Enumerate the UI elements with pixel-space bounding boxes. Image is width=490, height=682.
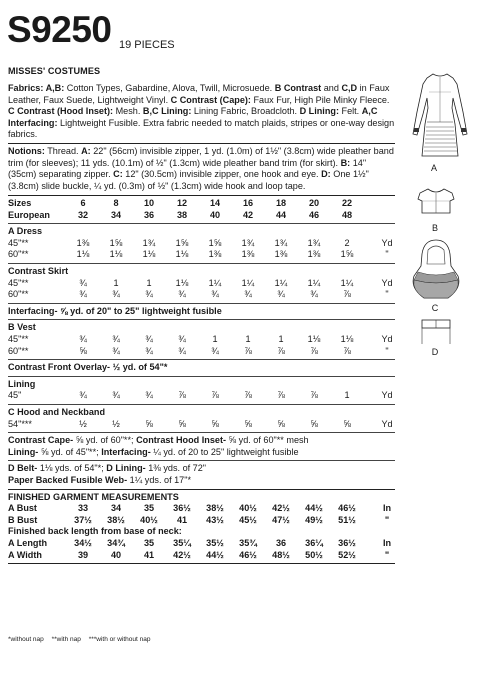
table-cell: 49½ — [305, 514, 323, 525]
table-cell: 1⅛ — [175, 249, 189, 260]
row-label: 45"** — [8, 237, 29, 248]
row-label: European — [8, 209, 50, 220]
table-cell: 33 — [77, 503, 89, 514]
table-row — [8, 289, 395, 301]
table-cell: 1⅜ — [76, 237, 90, 248]
fabrics-paragraph — [8, 83, 395, 140]
finished-measurements-title: FINISHED GARMENT MEASUREMENTS — [8, 491, 179, 502]
divider — [8, 432, 395, 433]
table-cell: ⅞ — [178, 390, 186, 401]
table-cell: 46 — [308, 209, 320, 220]
table-cell: 1¼ — [307, 277, 321, 288]
table-cell: 36¼ — [305, 537, 323, 548]
footnote: *without nap — [8, 636, 44, 643]
table-cell: 42½ — [173, 549, 191, 560]
unit-label: Yd — [381, 334, 393, 344]
table-cell: ¾ — [310, 289, 318, 300]
bold-term: A,C Interfacing: — [8, 106, 378, 128]
text-run: Felt. — [338, 106, 362, 117]
contrast-front-overlay-note: Contrast Front Overlay- ½ yd. of 54"* — [8, 362, 168, 373]
table-cell: ¾ — [178, 334, 186, 344]
hood-section-title: C Hood and Neckband — [8, 406, 106, 417]
belt-note — [8, 463, 395, 475]
table-cell: 36½ — [173, 503, 191, 514]
table-cell: 46½ — [338, 503, 356, 514]
divider — [8, 263, 395, 264]
row-label: 45"** — [8, 334, 29, 344]
pattern-number: S9250 — [7, 9, 112, 50]
table-cell: 36 — [275, 537, 287, 548]
table-cell: 34¾ — [107, 537, 125, 548]
row-label: 54"*** — [8, 418, 32, 429]
lining-section-title: Lining — [8, 378, 36, 389]
text-run: Mesh. — [113, 106, 143, 117]
table-cell: ⅝ — [244, 418, 252, 429]
table-cell: 42 — [242, 209, 254, 220]
table-cell: 1⅜ — [241, 249, 255, 260]
view-d-label: D — [431, 347, 439, 357]
piece-count: 19 PIECES — [119, 39, 175, 51]
pattern-envelope-back — [8, 66, 395, 566]
table-cell: 1⅜ — [208, 249, 222, 260]
back-length-title: Finished back length from base of neck: — [8, 526, 182, 537]
bold-term: B: — [340, 157, 351, 168]
table-cell: 42½ — [272, 503, 290, 514]
table-cell: 35¾ — [239, 537, 257, 548]
bold-term: D Lining: — [299, 106, 339, 117]
bold-term: C,D — [341, 83, 358, 94]
table-cell: ⅞ — [310, 390, 318, 401]
unit-label: " — [384, 549, 390, 560]
table-row — [8, 419, 395, 431]
table-cell: ¾ — [145, 289, 153, 300]
unit-label: Yd — [381, 418, 393, 429]
table-cell: 48½ — [272, 549, 290, 560]
table-cell: ¾ — [112, 345, 120, 356]
unit-label: In — [382, 503, 392, 514]
text-run: ⅝ yd. of 60"**; — [73, 435, 137, 446]
table-cell: 1¾ — [142, 237, 156, 248]
table-cell: 44 — [275, 209, 287, 220]
bold-term: Fabrics: A,B: — [8, 83, 65, 94]
table-cell: 1⅛ — [109, 249, 123, 260]
dress-section-title: A Dress — [8, 226, 43, 237]
divider — [8, 223, 395, 224]
table-cell: 14 — [209, 198, 221, 209]
table-cell: 37½ — [74, 514, 92, 525]
table-cell: ⅞ — [343, 289, 351, 300]
row-label: 60"** — [8, 289, 29, 300]
european-sizes-row — [8, 210, 395, 222]
table-cell: 35 — [143, 537, 155, 548]
table-cell: 44½ — [305, 503, 323, 514]
text-run: Lightweight Fusible. Extra fabric needed to match plaids, stripes or one-way design fabrics. — [8, 117, 395, 140]
table-cell: 1 — [113, 277, 119, 288]
bold-term: Interfacing- — [101, 446, 151, 457]
table-cell: 1¾ — [307, 237, 321, 248]
bold-term: D: — [321, 169, 331, 180]
row-label: 60"** — [8, 249, 29, 260]
view-c-illustration — [408, 238, 464, 304]
table-cell: 1 — [212, 334, 218, 344]
table-cell: ⅝ — [310, 418, 318, 429]
bold-term: B,C Lining: — [142, 106, 192, 117]
divider — [8, 143, 395, 144]
belt-drawing-icon — [420, 318, 452, 348]
row-label: A Bust — [8, 503, 37, 514]
table-cell: 40 — [110, 549, 122, 560]
table-cell: ¾ — [211, 289, 219, 300]
bold-term: D Lining- — [106, 463, 146, 474]
bold-term: C: — [113, 169, 123, 180]
table-row — [8, 278, 395, 290]
table-cell: ¾ — [211, 345, 219, 356]
table-cell: ⅝ — [343, 418, 351, 429]
bold-term: Contrast Hood Inset- — [136, 435, 227, 446]
table-cell: 1⅝ — [109, 237, 123, 248]
table-cell: 43½ — [206, 514, 224, 525]
divider — [8, 489, 395, 490]
notions-paragraph — [8, 146, 395, 192]
row-label: A Width — [8, 549, 42, 560]
table-row — [8, 390, 395, 402]
table-cell: 1 — [278, 334, 284, 344]
view-d-illustration — [420, 318, 452, 348]
table-cell: ⅝ — [211, 418, 219, 429]
table-cell: ½ — [79, 418, 87, 429]
divider — [8, 563, 395, 564]
view-a-illustration — [405, 72, 475, 162]
bold-term: A: — [81, 146, 91, 157]
table-cell: ¾ — [178, 289, 186, 300]
text-run: 12" (30.5cm) invisible zipper, one hook and eye. — [122, 169, 322, 180]
table-cell: 1 — [245, 334, 251, 344]
table-cell: 47½ — [272, 514, 290, 525]
table-cell: 1⅝ — [208, 237, 222, 248]
vest-drawing-icon — [416, 187, 456, 217]
unit-label: " — [384, 514, 390, 525]
table-cell: 1⅝ — [340, 249, 354, 260]
table-cell: 52½ — [338, 549, 356, 560]
unit-label: " — [385, 289, 389, 300]
bold-term: B Contrast — [274, 83, 322, 94]
table-cell: 1¾ — [274, 237, 288, 248]
table-row — [8, 334, 395, 346]
footnote: **with nap — [51, 636, 81, 643]
table-cell: 51½ — [338, 514, 356, 525]
measurement-row — [8, 515, 395, 527]
row-label: 45" — [8, 390, 22, 401]
divider — [8, 319, 395, 320]
paper-backed-note — [8, 475, 395, 487]
table-cell: 12 — [176, 198, 188, 209]
table-cell: ¾ — [145, 345, 153, 356]
table-cell: 35½ — [206, 537, 224, 548]
row-label: B Bust — [8, 514, 38, 525]
table-cell: 41 — [176, 514, 188, 525]
table-cell: ⅞ — [244, 390, 252, 401]
table-cell: ¾ — [277, 289, 285, 300]
table-row — [8, 238, 395, 250]
text-run: 1⅜ yds. of 72" — [145, 463, 207, 474]
table-cell: 1 — [344, 390, 350, 401]
table-cell: 1⅜ — [274, 249, 288, 260]
yardage-table — [8, 198, 395, 564]
table-cell: ⅞ — [211, 390, 219, 401]
text-run: ⅝ yd. of 60"** mesh — [226, 435, 309, 446]
divider — [8, 359, 395, 360]
row-label: 60"** — [8, 345, 29, 356]
text-run: ¼ yd. of 20 to 25" lightweight fusible — [150, 446, 299, 457]
bold-term: D Belt- — [8, 463, 38, 474]
text-run: 1⅛ yds. of 54"*; — [37, 463, 107, 474]
table-cell: ⅝ — [145, 418, 153, 429]
table-cell: 1⅛ — [76, 249, 90, 260]
table-cell: 45½ — [239, 514, 257, 525]
table-cell: 1⅛ — [340, 334, 354, 344]
table-cell: 1¼ — [208, 277, 222, 288]
dress-drawing-icon — [405, 72, 475, 162]
table-cell: 20 — [308, 198, 320, 209]
table-row — [8, 346, 395, 358]
view-a-label: A — [430, 163, 437, 173]
contrast-skirt-section-title: Contrast Skirt — [8, 266, 69, 277]
table-cell: ½ — [112, 418, 120, 429]
bold-term: Lining- — [8, 446, 39, 457]
text-run: Lining Fabric, Broadcloth. — [191, 106, 300, 117]
table-cell: 46½ — [239, 549, 257, 560]
table-cell: 1⅛ — [142, 249, 156, 260]
table-cell: ¾ — [79, 390, 87, 401]
table-cell: ¾ — [112, 334, 120, 344]
unit-label: " — [385, 345, 389, 356]
table-cell: 38 — [176, 209, 188, 220]
sizes-row — [8, 198, 395, 210]
interfacing-note: Interfacing- ⅝ yd. of 20" to 25" lightweight fusible — [8, 305, 222, 316]
table-cell: 1¼ — [241, 277, 255, 288]
footnote: ***with or without nap — [88, 636, 151, 643]
table-cell: 34 — [110, 209, 122, 220]
table-cell: 32 — [77, 209, 89, 220]
view-b-label: B — [431, 223, 438, 233]
unit-label: Yd — [381, 390, 393, 401]
footnotes — [8, 636, 156, 643]
table-cell: ⅞ — [343, 345, 351, 356]
table-cell: 16 — [242, 198, 254, 209]
text-run: Cotton Types, Gabardine, Alova, Twill, Microsuede. — [64, 83, 275, 94]
text-run: Thread. — [44, 146, 82, 157]
table-cell: 1⅛ — [175, 277, 189, 288]
table-cell: ¾ — [112, 390, 120, 401]
pattern-header — [7, 4, 112, 56]
bold-term: Paper Backed Fusible Web- — [8, 474, 128, 485]
contrast-cape-note — [8, 435, 395, 447]
divider — [8, 376, 395, 377]
text-run: 22" (56cm) invisible zipper, 1 yd. (1.0m) of 1½" (3.8cm) wide pleather band trim (for sleeves); 11 yds. (10.1m) of ½" (1.3cm) wide pleather band trim (for skirt). — [8, 146, 394, 168]
section-title: MISSES' COSTUMES — [8, 66, 101, 76]
text-run: 14" (35cm) separating zipper. — [8, 157, 367, 180]
unit-label: Yd — [381, 277, 393, 288]
table-cell: 48 — [341, 209, 353, 220]
bold-term: C Contrast (Hood Inset): — [8, 106, 114, 117]
table-cell: 38½ — [206, 503, 224, 514]
text-run: One 1½" (3.8cm) slide buckle, ¼ yd. (0.3m) of ½" (1.3cm) wide hook and loop tape. — [8, 169, 369, 191]
text-run: 1¼ yds. of 17"* — [127, 474, 192, 485]
table-cell: 22 — [341, 198, 353, 209]
table-cell: 8 — [113, 198, 119, 209]
table-cell: ¾ — [244, 289, 252, 300]
table-cell: 1⅜ — [307, 249, 321, 260]
text-run: and — [321, 83, 342, 94]
view-b-illustration — [416, 187, 456, 217]
table-cell: 40½ — [140, 514, 158, 525]
row-label: A Length — [8, 537, 48, 548]
hood-cape-drawing-icon — [408, 238, 464, 304]
row-label: Sizes — [8, 198, 32, 209]
table-cell: 2 — [344, 237, 350, 248]
bold-term: Notions: — [8, 146, 45, 157]
table-cell: 36½ — [338, 537, 356, 548]
unit-label: In — [382, 537, 392, 548]
text-run: in Faux Leather, Faux Suede, Lightweight Vinyl. — [8, 83, 390, 105]
table-cell: 35 — [143, 503, 155, 514]
table-cell: 36 — [143, 209, 155, 220]
table-cell: 35¼ — [173, 537, 191, 548]
vest-section-title: B Vest — [8, 322, 36, 333]
table-row — [8, 249, 395, 261]
text-run: ⅝ yd. of 45"**; — [38, 446, 102, 457]
row-label: 45"** — [8, 277, 29, 288]
table-cell: ⅞ — [310, 345, 318, 356]
measurement-row — [8, 503, 395, 515]
table-cell: 1⅛ — [307, 334, 321, 344]
table-cell: ⅞ — [277, 345, 285, 356]
table-cell: 1¾ — [241, 237, 255, 248]
table-cell: 18 — [275, 198, 287, 209]
table-cell: 44½ — [206, 549, 224, 560]
table-cell: 40 — [209, 209, 221, 220]
table-cell: ⅞ — [244, 345, 252, 356]
table-cell: 38½ — [107, 514, 125, 525]
table-cell: 39 — [77, 549, 89, 560]
lining-interfacing-note — [8, 447, 395, 459]
text-run: Faux Fur, High Pile Minky Fleece. — [250, 94, 390, 105]
bold-term: C Contrast (Cape): — [170, 94, 251, 105]
table-cell: 40½ — [239, 503, 257, 514]
table-cell: 34½ — [74, 537, 92, 548]
table-cell: ⅝ — [277, 418, 285, 429]
table-cell: ¾ — [79, 289, 87, 300]
measurement-row — [8, 538, 395, 550]
table-cell: ¾ — [79, 334, 87, 344]
table-cell: 41 — [143, 549, 155, 560]
table-cell: 50½ — [305, 549, 323, 560]
unit-label: " — [385, 249, 389, 260]
table-cell: ¾ — [145, 334, 153, 344]
table-cell: ⅝ — [79, 345, 87, 356]
table-cell: ¾ — [178, 345, 186, 356]
divider — [8, 404, 395, 405]
table-cell: ⅝ — [178, 418, 186, 429]
table-cell: 1⅝ — [175, 237, 189, 248]
unit-label: Yd — [381, 237, 393, 248]
table-cell: 6 — [80, 198, 86, 209]
divider — [8, 460, 395, 461]
divider — [8, 303, 395, 304]
table-cell: ¾ — [79, 277, 87, 288]
table-cell: 10 — [143, 198, 155, 209]
table-cell: ¾ — [112, 289, 120, 300]
bold-term: Contrast Cape- — [8, 435, 74, 446]
view-c-label: C — [431, 303, 439, 313]
divider — [8, 195, 395, 196]
table-cell: ¾ — [145, 390, 153, 401]
table-cell: 1¼ — [274, 277, 288, 288]
table-cell: ⅞ — [277, 390, 285, 401]
table-cell: 1 — [146, 277, 152, 288]
table-cell: 34 — [110, 503, 122, 514]
measurement-row — [8, 550, 395, 562]
table-cell: 1¼ — [340, 277, 354, 288]
